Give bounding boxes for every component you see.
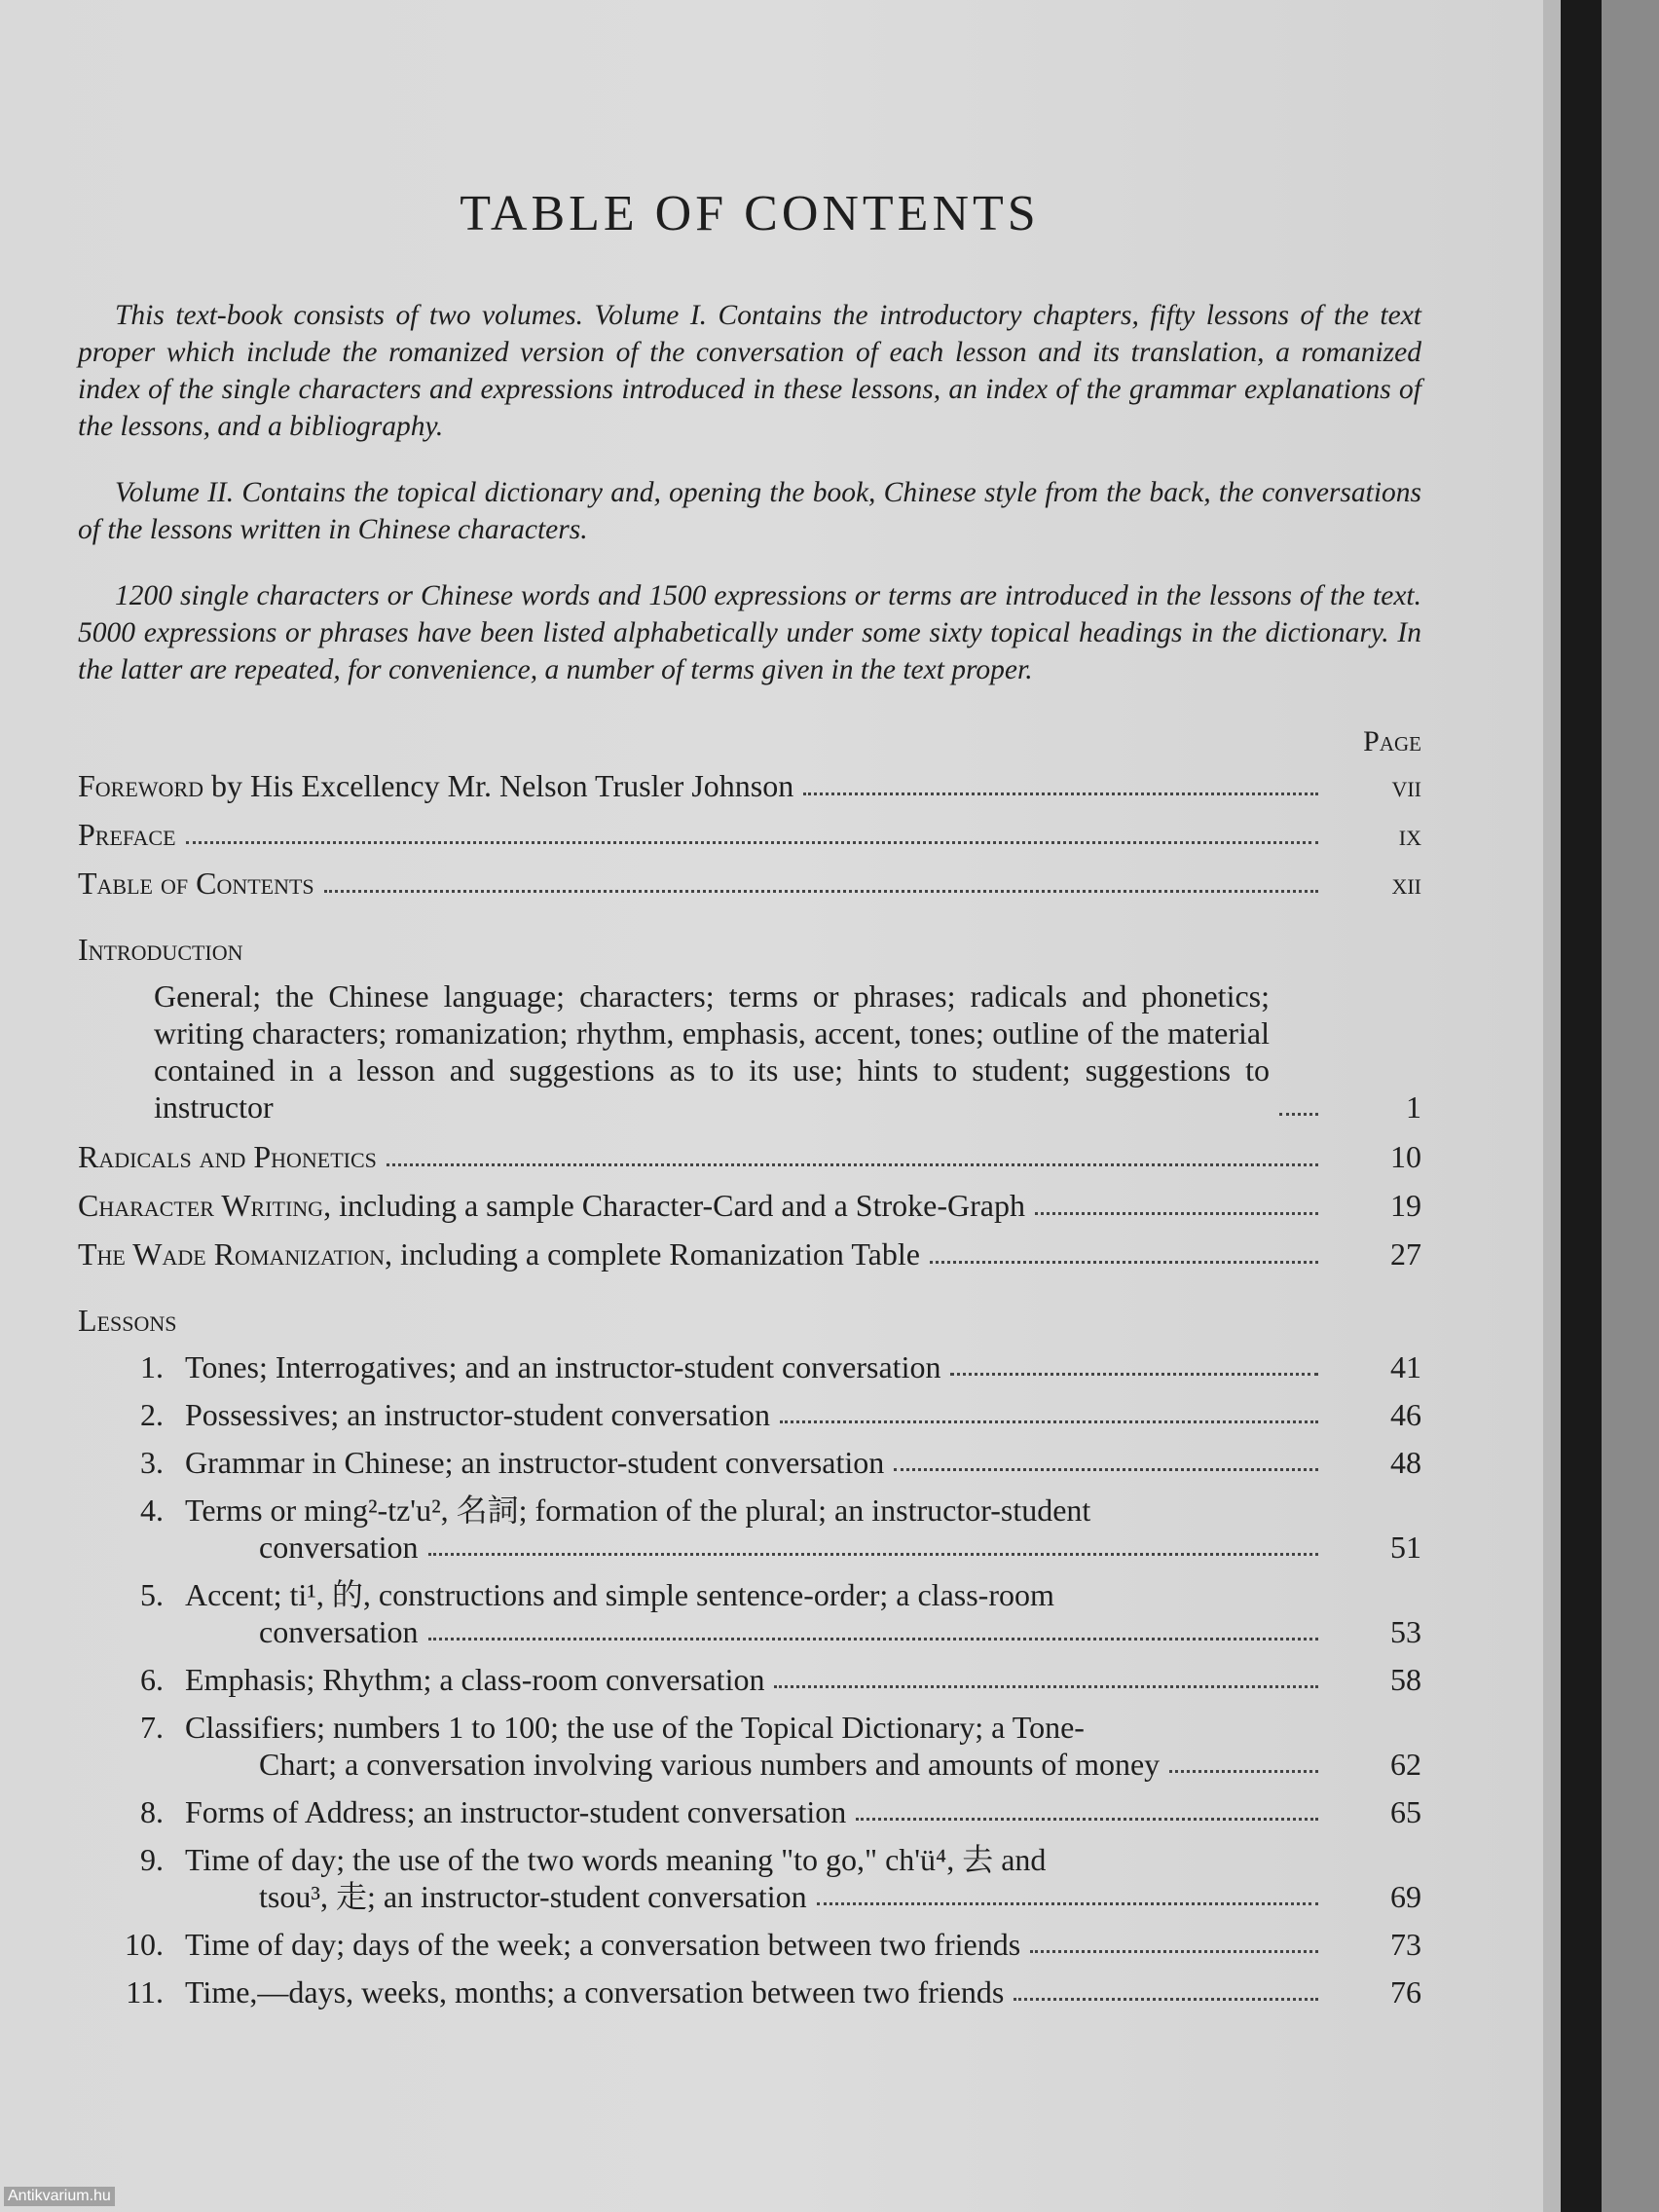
dot-leader — [894, 1467, 1318, 1471]
entry-page: xii — [1391, 866, 1421, 901]
dot-leader — [1014, 1997, 1318, 2001]
lesson-number: 4. — [140, 1493, 164, 1528]
dot-leader — [1035, 1211, 1318, 1215]
lesson-body — [185, 1661, 1421, 1698]
toc-entry-wade-romanization[interactable] — [78, 1235, 1421, 1273]
lesson-entry[interactable] — [78, 1709, 1421, 1783]
dot-leader — [324, 889, 1318, 893]
toc-entry-character-writing[interactable] — [78, 1186, 1421, 1225]
entry-title: Preface — [78, 817, 176, 852]
lesson-title-cont: tsou³, 走; an instructor-student conversation — [259, 1879, 807, 1914]
intro-paragraph: This text-book consists of two volumes. Volume I. Contains the introductory chapters, fifty lessons of the text proper which include the romanized version of the conversation of each lesson and its translation, a romanized index of the single characters and expressions introduced in these lessons, an index of the grammar explanations of the lessons, and a bibliography. — [78, 300, 1421, 442]
lesson-entry[interactable] — [78, 1348, 1421, 1385]
lesson-title: Possessives; an instructor-student conversation — [185, 1397, 771, 1432]
lesson-page: 65 — [1390, 1794, 1421, 1829]
book-cover-edge — [1561, 0, 1602, 2212]
lesson-continuation — [185, 1529, 1421, 1566]
watermark: Antikvarium.hu — [4, 2187, 115, 2206]
lesson-page: 76 — [1390, 1974, 1421, 2009]
lesson-continuation — [185, 1613, 1421, 1650]
lesson-number: 11. — [126, 1974, 164, 2009]
lesson-page: 58 — [1390, 1662, 1421, 1697]
lesson-entry[interactable] — [78, 1841, 1421, 1915]
lesson-title: Forms of Address; an instructor-student conversation — [185, 1794, 847, 1829]
entry-title: The Wade Romanization — [78, 1236, 386, 1272]
lesson-title: Time,—days, weeks, months; a conversation between two friends — [185, 1974, 1005, 2009]
dot-leader — [1279, 1112, 1318, 1116]
entry-subtitle: , including a sample Character-Card and a Stroke-Graph — [323, 1188, 1025, 1223]
entry-subtitle: by His Excellency Mr. Nelson Trusler Johnson — [203, 768, 794, 803]
dot-leader — [387, 1162, 1318, 1166]
toc-entry-foreword[interactable] — [78, 766, 1421, 805]
lesson-number: 9. — [140, 1842, 164, 1877]
dot-leader — [950, 1372, 1318, 1376]
lessons-list — [78, 1348, 1421, 2010]
toc-content — [78, 185, 1421, 2021]
entry-page: 19 — [1390, 1188, 1421, 1223]
dot-leader — [803, 792, 1318, 795]
lesson-number: 5. — [140, 1577, 164, 1612]
dot-leader — [1169, 1769, 1318, 1773]
page-column-header: Page — [1363, 725, 1421, 757]
lesson-title-cont: conversation — [259, 1614, 419, 1649]
lesson-number: 8. — [140, 1794, 164, 1829]
lesson-page: 69 — [1390, 1879, 1421, 1914]
lesson-title: Terms or ming²-tz'u², 名詞; formation of the plural; an instructor-student — [185, 1493, 1091, 1528]
lesson-page: 48 — [1390, 1445, 1421, 1480]
lesson-body — [185, 1396, 1421, 1433]
entry-page: 10 — [1390, 1139, 1421, 1174]
intro-paragraph: Volume II. Contains the topical dictionary and, opening the book, Chinese style from the back, the conversations of the lessons written in Chinese characters. — [78, 477, 1421, 545]
entry-title: Table of Contents — [78, 866, 314, 901]
lesson-page: 62 — [1390, 1747, 1421, 1782]
lesson-entry[interactable] — [78, 1492, 1421, 1566]
toc-entry-radicals[interactable] — [78, 1137, 1421, 1176]
lesson-entry[interactable] — [78, 1576, 1421, 1650]
lesson-entry[interactable] — [78, 1926, 1421, 1963]
lesson-entry[interactable] — [78, 1973, 1421, 2010]
intro-paragraphs — [78, 297, 1421, 688]
lesson-body — [185, 1492, 1421, 1566]
lesson-number: 7. — [140, 1710, 164, 1745]
dot-leader — [1030, 1949, 1318, 1953]
lesson-entry[interactable] — [78, 1793, 1421, 1830]
dot-leader — [780, 1419, 1318, 1423]
toc-entry-introduction[interactable] — [78, 977, 1421, 1125]
lesson-number: 6. — [140, 1662, 164, 1697]
lesson-body — [185, 1793, 1421, 1830]
lesson-number: 10. — [125, 1927, 164, 1962]
section-heading-introduction[interactable]: Introduction — [78, 932, 243, 967]
lesson-body — [185, 1576, 1421, 1650]
entry-page: vii — [1391, 768, 1421, 803]
lesson-title: Tones; Interrogatives; and an instructor-student conversation — [185, 1349, 941, 1384]
lesson-body — [185, 1841, 1421, 1915]
lesson-title: Accent; ti¹, 的, constructions and simple sentence-order; a class-room — [185, 1577, 1054, 1612]
dot-leader — [186, 840, 1318, 844]
page-title: TABLE OF CONTENTS — [460, 186, 1040, 241]
dot-leader — [817, 1901, 1318, 1905]
page-edge — [1543, 0, 1561, 2212]
lesson-continuation — [185, 1878, 1421, 1915]
section-heading-lessons[interactable]: Lessons — [78, 1303, 177, 1338]
entry-description: General; the Chinese language; characters; terms or phrases; radicals and phonetics; writing characters; romanization; rhythm, emphasis, accent, tones; outline of the material contained in a lesson and suggestions as to its use; hints to student; suggestions to instructor — [154, 978, 1270, 1124]
lesson-title: Time of day; days of the week; a conversation between two friends — [185, 1927, 1021, 1962]
entry-title: Character Writing — [78, 1188, 324, 1223]
dot-leader — [930, 1260, 1318, 1264]
lesson-entry[interactable] — [78, 1396, 1421, 1433]
lesson-body — [185, 1709, 1421, 1783]
toc-entry-preface[interactable] — [78, 815, 1421, 854]
lesson-title: Grammar in Chinese; an instructor-student conversation — [185, 1445, 885, 1480]
dot-leader — [428, 1552, 1319, 1556]
lesson-entry[interactable] — [78, 1661, 1421, 1698]
lesson-number: 2. — [140, 1397, 164, 1432]
dot-leader — [774, 1684, 1318, 1688]
lesson-title-cont: conversation — [259, 1530, 419, 1565]
lesson-title: Classifiers; numbers 1 to 100; the use of the Topical Dictionary; a Tone- — [185, 1710, 1085, 1745]
entry-title: Radicals and Phonetics — [78, 1139, 377, 1174]
lesson-body — [185, 1926, 1421, 1963]
lesson-page: 53 — [1390, 1614, 1421, 1649]
entry-subtitle: , including a complete Romanization Table — [385, 1236, 920, 1272]
entry-page: 1 — [1406, 1089, 1421, 1124]
lesson-body — [185, 1348, 1421, 1385]
lesson-title-cont: Chart; a conversation involving various numbers and amounts of money — [259, 1747, 1161, 1782]
lesson-title: Time of day; the use of the two words meaning "to go," ch'ü⁴, 去 and — [185, 1842, 1047, 1877]
lesson-title: Emphasis; Rhythm; a class-room conversation — [185, 1662, 765, 1697]
lesson-page: 51 — [1390, 1530, 1421, 1565]
entry-page: ix — [1398, 817, 1421, 852]
dot-leader — [428, 1637, 1319, 1641]
lesson-number: 3. — [140, 1445, 164, 1480]
toc-entry-contents[interactable] — [78, 864, 1421, 903]
lesson-page: 73 — [1390, 1927, 1421, 1962]
lesson-page: 46 — [1390, 1397, 1421, 1432]
background-edge — [1602, 0, 1659, 2212]
lesson-continuation — [185, 1746, 1421, 1783]
entry-title: Foreword — [78, 768, 204, 803]
lesson-entry[interactable] — [78, 1444, 1421, 1481]
lesson-body — [185, 1973, 1421, 2010]
intro-paragraph: 1200 single characters or Chinese words and 1500 expressions or terms are introduced in the lessons of the text. 5000 expressions or phrases have been listed alphabetically under some sixty topical headings in the dictionary. In the latter are repeated, for convenience, a number of terms given in the text proper. — [78, 580, 1421, 685]
entry-page: 27 — [1390, 1236, 1421, 1272]
lesson-number: 1. — [140, 1349, 164, 1384]
lesson-body — [185, 1444, 1421, 1481]
dot-leader — [856, 1817, 1318, 1821]
lesson-page: 41 — [1390, 1349, 1421, 1384]
